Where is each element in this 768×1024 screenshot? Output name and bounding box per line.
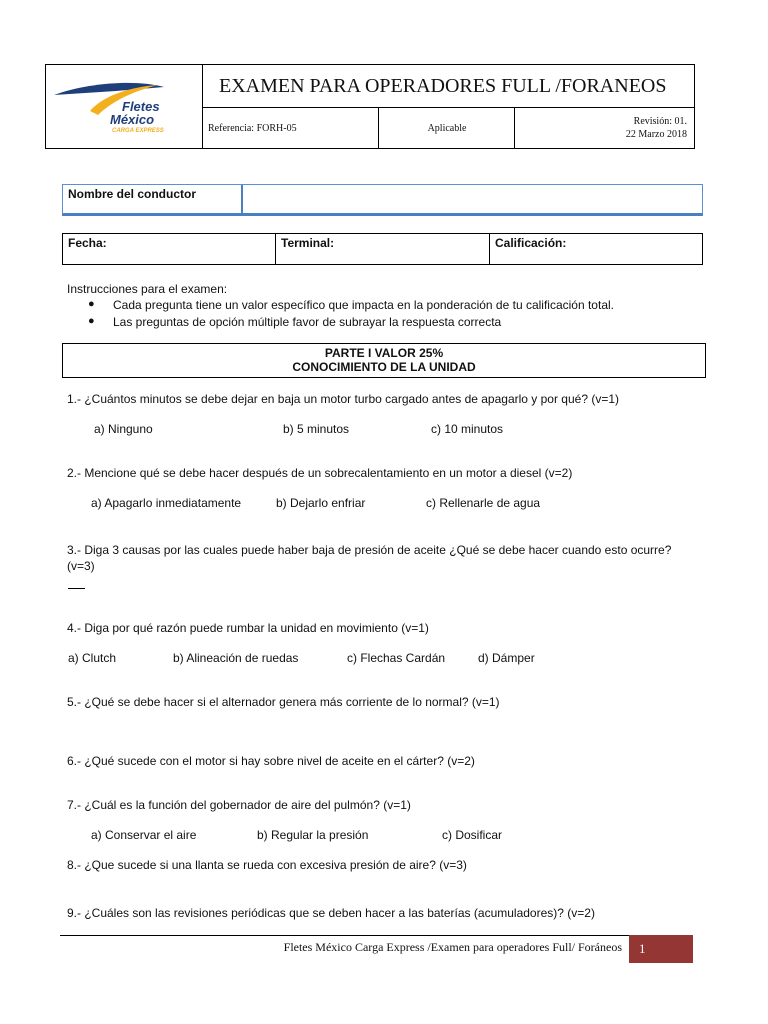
bullet-icon: ● — [88, 298, 95, 310]
q2-option-c[interactable]: c) Rellenarle de agua — [426, 496, 541, 510]
driver-name-row — [62, 184, 703, 216]
instruction-item: Cada pregunta tiene un valor específico que impacta en la ponderación de tu calificación total. — [113, 298, 614, 312]
terminal-field[interactable]: Terminal: — [276, 234, 490, 264]
instruction-item: Las preguntas de opción múltiple favor de subrayar la respuesta correcta — [113, 315, 502, 329]
document-title: EXAMEN PARA OPERADORES FULL /FORANEOS — [203, 65, 694, 108]
question-7: 7.- ¿Cuál es la función del gobernador de aire del pulmón? (v=1) — [67, 798, 411, 812]
footer-text: Fletes México Carga Express /Examen para operadores Full/ Foráneos — [283, 940, 622, 954]
q2-option-b[interactable]: b) Dejarlo enfriar — [276, 496, 366, 510]
exam-info-row — [62, 233, 703, 265]
q1-option-a[interactable]: a) Ninguno — [94, 422, 153, 436]
reference-code: Referencia: FORH-05 — [203, 108, 379, 148]
driver-name-label: Nombre del conductor — [63, 185, 243, 213]
q2-option-a[interactable]: a) Apagarlo inmediatamente — [91, 496, 242, 510]
date-field[interactable]: Fecha: — [63, 234, 276, 264]
revision-info — [515, 108, 694, 148]
q7-option-b[interactable]: b) Regular la presión — [257, 828, 369, 842]
q7-option-c[interactable]: c) Dosificar — [442, 828, 503, 842]
question-3-value: (v=3) — [67, 559, 95, 573]
driver-name-field[interactable] — [245, 185, 702, 213]
logo-text-3: CARGA EXPRESS — [112, 128, 164, 134]
revision-date: 22 Marzo 2018 — [625, 129, 687, 140]
q4-option-c[interactable]: c) Flechas Cardán — [347, 651, 446, 665]
logo-text-2: México — [110, 112, 155, 127]
answer-line[interactable] — [68, 588, 85, 589]
part-subtitle: CONOCIMIENTO DE LA UNIDAD — [292, 360, 476, 374]
q7-option-a[interactable]: a) Conservar el aire — [91, 828, 197, 842]
part-header — [62, 343, 706, 378]
question-9: 9.- ¿Cuáles son las revisiones periódicas que se deben hacer a las baterías (acumuladores)? (v=2) — [67, 906, 595, 920]
q1-option-c[interactable]: c) 10 minutos — [431, 422, 504, 436]
footer-divider — [60, 935, 635, 936]
question-2: 2.- Mencione qué se debe hacer después de un sobrecalentamiento en un motor a diesel (v=2) — [67, 466, 573, 480]
company-logo — [46, 65, 202, 148]
question-1: 1.- ¿Cuántos minutos se debe dejar en baja un motor turbo cargado antes de apagarlo y por qué? (v=1) — [67, 392, 620, 406]
question-3: 3.- Diga 3 causas por las cuales puede haber baja de presión de aceite ¿Qué se debe hacer cuando esto ocurre? — [67, 543, 672, 557]
q4-option-b[interactable]: b) Alineación de ruedas — [173, 651, 299, 665]
question-8: 8.- ¿Que sucede si una llanta se rueda con excesiva presión de aire? (v=3) — [67, 858, 467, 872]
document-header — [45, 64, 695, 149]
logo-text-1: Fletes — [122, 99, 160, 114]
instructions-title: Instrucciones para el examen: — [67, 282, 228, 296]
part-title: PARTE I VALOR 25% — [324, 346, 444, 360]
applicable-label: Aplicable — [380, 108, 515, 148]
question-4: 4.- Diga por qué razón puede rumbar la unidad en movimiento (v=1) — [67, 621, 429, 635]
q4-option-d[interactable]: d) Dámper — [478, 651, 535, 665]
page-number: 1 — [629, 935, 693, 963]
score-field[interactable]: Calificación: — [495, 236, 567, 250]
bullet-icon: ● — [88, 315, 95, 327]
question-5: 5.- ¿Qué se debe hacer si el alternador genera más corriente de lo normal? (v=1) — [67, 695, 500, 709]
q4-option-a[interactable]: a) Clutch — [68, 651, 117, 665]
question-6: 6.- ¿Qué sucede con el motor si hay sobre nivel de aceite en el cárter? (v=2) — [67, 754, 475, 768]
revision-number: Revisión: 01. — [633, 116, 687, 127]
logo-cell — [46, 65, 203, 148]
q1-option-b[interactable]: b) 5 minutos — [283, 422, 350, 436]
